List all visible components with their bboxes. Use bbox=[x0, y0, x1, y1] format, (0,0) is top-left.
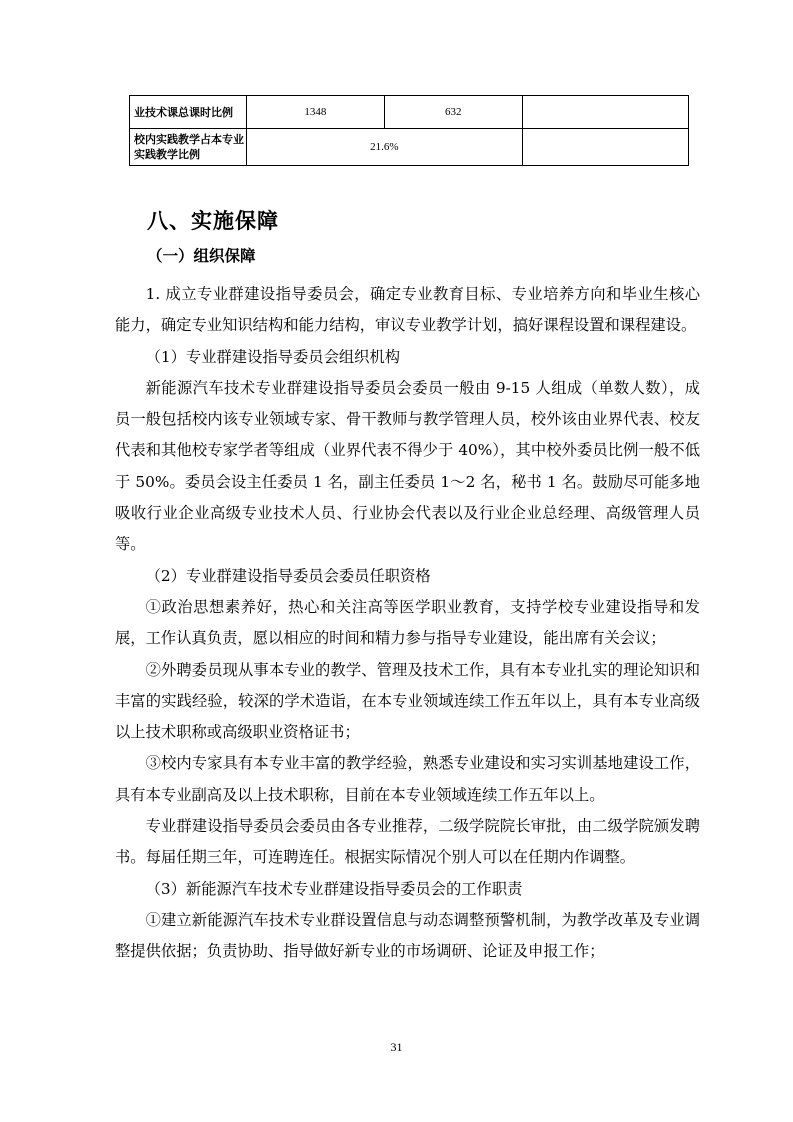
paragraph: 专业群建设指导委员会委员由各专业推荐，二级学院院长审批，由二级学院颁发聘书。每届任期三年，可连聘连任。根据实际情况个别人可以在任期内作调整。 bbox=[115, 817, 700, 867]
table-cell bbox=[522, 129, 688, 166]
table-cell: 1348 bbox=[246, 96, 384, 129]
paragraph: ①建立新能源汽车技术专业群设置信息与动态调整预警机制，为教学改革及专业调整提供依据；负责协助、指导做好新专业的市场调研、论证及申报工作； bbox=[115, 910, 700, 961]
paragraph: ②外聘委员现从事本专业的教学、管理及技术工作，具有本专业扎实的理论知识和丰富的实践经验，较深的学术造诣，在本专业领域连续工作五年以上，具有本专业高级以上技术职称或高级职业资格证书； bbox=[115, 660, 700, 742]
table-cell bbox=[522, 96, 688, 129]
paragraph: ①政治思想素养好，热心和关注高等医学职业教育，支持学校专业建设指导和发展，工作认真负责，愿以相应的时间和精力参与指导专业建设，能出席有关会议； bbox=[115, 597, 700, 648]
paragraph: ③校内专家具有本专业丰富的教学经验，熟悉专业建设和实习实训基地建设工作，具有本专业副高及以上技术职称，目前在本专业领域连续工作五年以上。 bbox=[115, 754, 700, 804]
row-label: 业技术课总课时比例 bbox=[130, 96, 247, 129]
paragraph: （3）新能源汽车技术专业群建设指导委员会的工作职责 bbox=[145, 879, 523, 898]
subsection-title: （一）组织保障 bbox=[147, 247, 256, 265]
page-number: 31 bbox=[390, 1040, 403, 1054]
paragraph: 1. 成立专业群建设指导委员会，确定专业教育目标、专业培养方向和毕业生核心能力，确定专业知识结构和能力结构，审议专业教学计划，搞好课程设置和课程建设。 bbox=[115, 285, 700, 335]
table-row bbox=[130, 129, 689, 166]
section-title: 八、实施保障 bbox=[147, 209, 279, 233]
table-cell: 632 bbox=[384, 96, 522, 129]
paragraph: 新能源汽车技术专业群建设指导委员会委员一般由 9-15 人组成（单数人数），成员一般包括校内该专业领域专家、骨干教师与教学管理人员，校外该由业界代表、校友代表和其他校专家学者等组成（业界代表不得少于 40%），其中校外委员比例一般不低于 50%。委员会设主任委员 1 名，副主任委员 1～2 名，秘书 1 名。鼓励尽可能多地吸收行业企业高级专业技术人员、行业协会代表以及行业企业总经理、高级管理人员等。 bbox=[115, 378, 700, 554]
row-label: 校内实践教学占本专业实践教学比例 bbox=[130, 129, 247, 166]
table-cell-merged: 21.6% bbox=[246, 129, 522, 166]
table-row bbox=[130, 96, 689, 129]
paragraph: （2）专业群建设指导委员会委员任职资格 bbox=[145, 566, 431, 585]
body-text bbox=[115, 279, 700, 968]
summary-table bbox=[129, 95, 689, 166]
paragraph: （1）专业群建设指导委员会组织机构 bbox=[145, 347, 401, 366]
